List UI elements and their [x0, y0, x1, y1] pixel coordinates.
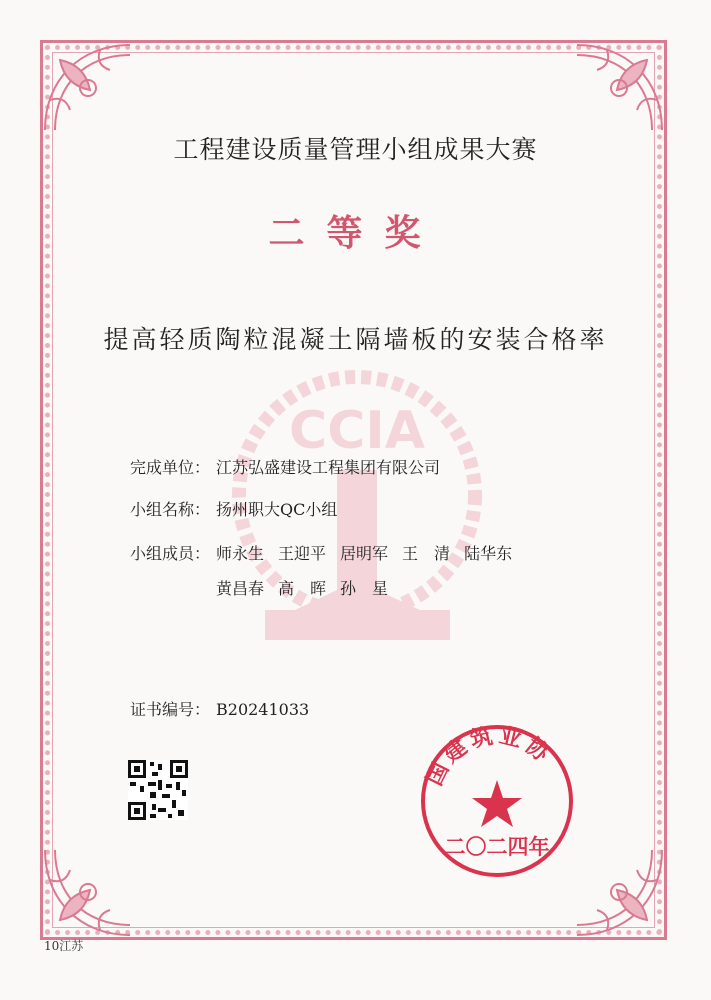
corner-ornament-icon: [572, 40, 667, 135]
corner-ornament-icon: [572, 845, 667, 940]
watermark-text: CCIA: [289, 401, 425, 461]
seal-org-text: 国建筑业协: [421, 722, 557, 790]
seal-date-text: 二〇二四年: [444, 834, 550, 859]
cert-no-row: [130, 697, 309, 720]
member-name: 王 清: [402, 544, 451, 563]
member-name: 师永生: [216, 544, 265, 563]
event-title: 工程建设质量管理小组成果大赛: [173, 135, 538, 164]
qr-code-icon[interactable]: [128, 760, 188, 820]
award-level: 二等奖: [268, 212, 443, 254]
members-line-2: [216, 576, 402, 599]
member-name: 居明军: [340, 544, 389, 563]
team-label: 小组名称：: [130, 500, 211, 519]
project-title: 提高轻质陶粒混凝土隔墙板的安装合格率: [103, 325, 608, 354]
team-row: [130, 497, 337, 520]
member-name: 高 晖: [278, 579, 327, 598]
unit-label: 完成单位：: [130, 458, 211, 477]
corner-ornament-icon: [40, 845, 135, 940]
cert-no-value: B20241033: [216, 700, 310, 719]
footnote: 10江苏: [44, 939, 84, 953]
member-name: 王迎平: [278, 544, 327, 563]
member-name: 陆华东: [464, 544, 513, 563]
unit-row: [130, 455, 440, 478]
member-name: 孙 星: [340, 579, 389, 598]
unit-value: 江苏弘盛建设工程集团有限公司: [216, 458, 441, 477]
star-icon: [472, 780, 522, 827]
members-line-1: [216, 541, 526, 564]
member-name: 黄昌春: [216, 579, 265, 598]
members-row: [130, 541, 216, 564]
cert-no-label: 证书编号：: [130, 700, 211, 719]
corner-ornament-icon: [40, 40, 135, 135]
members-label: 小组成员：: [130, 544, 211, 563]
team-value: 扬州职大QC小组: [216, 500, 338, 519]
official-seal-stamp: [418, 722, 576, 880]
